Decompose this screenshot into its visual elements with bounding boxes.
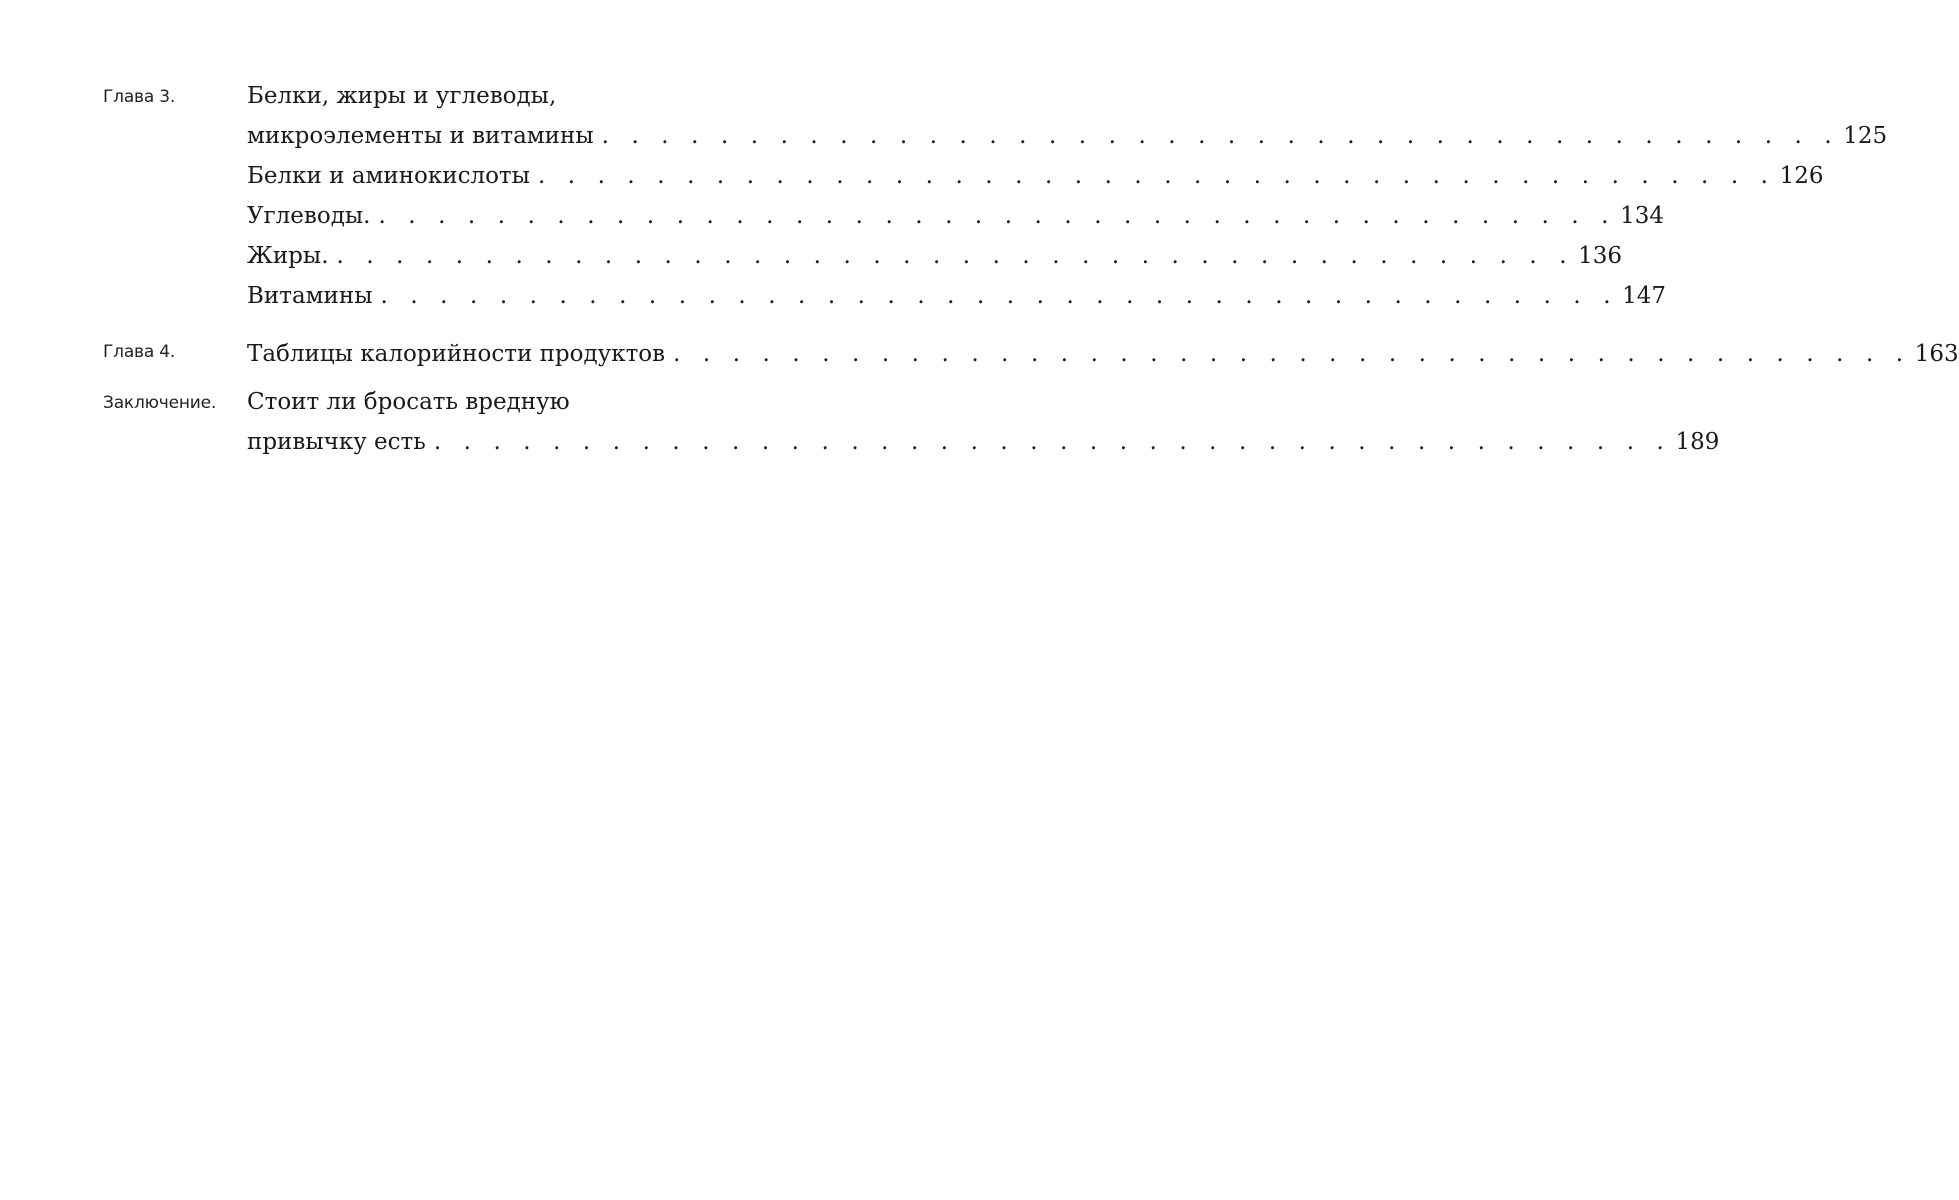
section-title: Витамины: [247, 283, 373, 309]
dot-leader: . . . . . . . . . . . . . . . . . . . . . . . . . . . . . . . . . . . . . . . . . .: [336, 243, 1575, 269]
chapter-title-continued: микроэлементы и витамины: [247, 123, 594, 149]
table-of-contents: [103, 80, 1959, 456]
dot-leader: . . . . . . . . . . . . . . . . . . . . . . . . . . . . . . . . . . . . . . . . . .: [601, 123, 1840, 149]
section-title: Белки и аминокислоты: [247, 163, 530, 189]
page-number: 147: [1622, 283, 1667, 309]
chapter-title: Белки, жиры и углеводы,: [247, 83, 557, 109]
toc-subentry[interactable]: [103, 190, 1664, 230]
conclusion-label: Заключение.: [103, 393, 217, 413]
page-number: 189: [1675, 429, 1720, 455]
chapter-label: Глава 4.: [103, 342, 176, 362]
toc-entry-chapter3-heading: [103, 80, 789, 110]
toc-entry-conclusion-heading: [103, 386, 789, 416]
toc-entry-chapter4[interactable]: [103, 328, 1959, 368]
toc-subentry[interactable]: [103, 150, 1824, 190]
conclusion-title-continued: привычку есть: [247, 429, 426, 455]
toc-subentry[interactable]: [103, 230, 1623, 270]
page-number: 163: [1914, 341, 1959, 367]
chapter-label: Глава 3.: [103, 87, 176, 107]
dot-leader: . . . . . . . . . . . . . . . . . . . . . . . . . . . . . . . . . . . . . . . . . .: [380, 283, 1619, 309]
toc-entry-chapter3[interactable]: [103, 110, 1888, 150]
dot-leader: . . . . . . . . . . . . . . . . . . . . . . . . . . . . . . . . . . . . . . . . . .: [673, 341, 1911, 367]
page-number: 125: [1843, 123, 1888, 149]
page-number: 126: [1779, 163, 1824, 189]
page-number: 136: [1578, 243, 1623, 269]
page-number: 134: [1620, 203, 1664, 229]
toc-entry-conclusion[interactable]: [103, 416, 1720, 456]
toc-subentry[interactable]: [103, 270, 1667, 310]
dot-leader: . . . . . . . . . . . . . . . . . . . . . . . . . . . . . . . . . . . . . . . . . .: [378, 203, 1617, 229]
conclusion-title: Стоит ли бросать вредную: [247, 389, 570, 415]
dot-leader: . . . . . . . . . . . . . . . . . . . . . . . . . . . . . . . . . . . . . . . . . .: [537, 163, 1776, 189]
section-title: Жиры.: [247, 243, 329, 269]
section-title: Углеводы.: [247, 203, 371, 229]
dot-leader: . . . . . . . . . . . . . . . . . . . . . . . . . . . . . . . . . . . . . . . . . .: [433, 429, 1672, 455]
chapter-title: Таблицы калорийности продуктов: [247, 341, 666, 367]
